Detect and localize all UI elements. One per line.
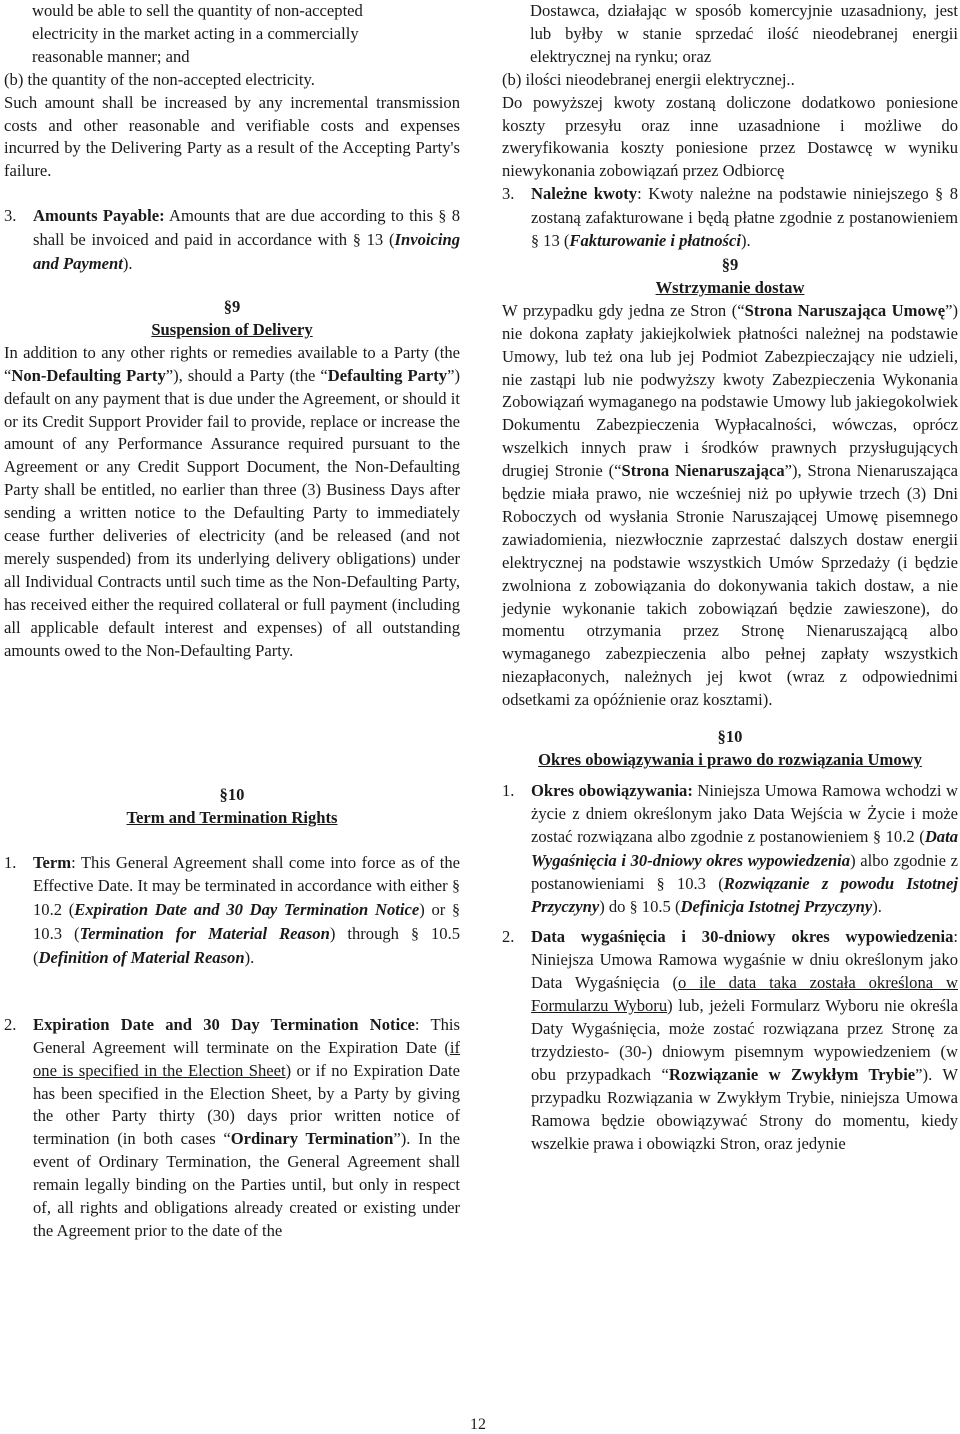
section-9-body: W przypadku gdy jedna ze Stron (“Strona Naruszająca Umowę”) nie dokona zapłaty jakiejkolwiek płatności należnej na podstawie Umowy, lub też ona lub jej Podmiot Zabezpieczający nie udzieli, nie zastąpi lub nie podwyższy kwoty Zabezpieczenia Wykonania Zobowiązań wymaganego na podstawie Umowy lub jakiegokolwiek Dokumentu Zabezpieczenia Wypłacalności, wówczas, oprócz wszelkich innych praw i środków prawnych przysługujących drugiej Stronie (“Strona Nienaruszająca”), Strona Nienaruszająca będzie miała prawo, nie wcześniej niż po upływie trzech (3) Dni Roboczych od wysłania Stronie Naruszającej Umowę pisemnego zawiadomienia, niezwłocznie zaprzestać dalszych dostaw energii elektrycznej na podstawie wszystkich Umów Sprzedaży (i będzie zwolniona z zobowiązania do dokonywania takich dostaw, a nie jedynie wykonanie takich zobowiązań będzie zawieszone), do momentu otrzymania przez Stronę Nienaruszającą albo wymaganego zabezpieczenia albo pełnej zapłaty wszystkich niezapłaconych, należnych jej kwot (wraz z odpowiednimi odsetkami za opóźnienie oraz kosztami). (502, 300, 958, 710)
item-title: Term (33, 853, 72, 873)
text-line: reasonable manner; and (32, 46, 190, 66)
section-10-title: Okres obowiązywania i prawo do rozwiązania Umowy (538, 750, 922, 769)
text-line: electricity in the market acting in a commercially (32, 23, 359, 43)
text-run: Invoicing and Payment (33, 230, 460, 274)
section-9-number: §9 (721, 254, 739, 274)
item-title: Okres obowiązywania: (531, 780, 693, 800)
section-symbol: § (438, 208, 447, 226)
section-9-number: §9 (223, 296, 241, 316)
section-symbol: § (717, 727, 726, 747)
item-title: Data wygaśnięcia i 30-dniowy okres wypowiedzenia (531, 927, 954, 947)
term-item: 1. Okres obowiązywania: Niniejsza Umowa Ramowa wchodzi w życie z dniem określonym jako Data Wejścia w Życie i może zostać rozwiązana albo zgodnie z postanowieniem § 10.2 (Data Wygaśnięcia i 30-dniowy okres wypowiedzenia) albo zgodnie z postanowieniami § 10.3 (Rozwiązanie z powodu Istotnej Przyczyny) do § 10.5 (Definicja Istotnej Przyczyny). (502, 780, 958, 920)
section-symbol: § (531, 233, 539, 251)
intro-lines (32, 0, 460, 69)
section-10-number: §10 (717, 727, 743, 747)
item-title: Należne kwoty (531, 184, 638, 204)
section-symbol: § (452, 878, 460, 896)
amounts-payable-item (4, 205, 460, 276)
item-number: 3. (4, 206, 17, 226)
section-symbol: § (935, 186, 944, 204)
polish-column (502, 0, 958, 1155)
item-number: 1. (502, 780, 515, 800)
expiration-item: 2. Expiration Date and 30 Day Termination Notice: This General Agreement will terminate on the Expiration Date (if one is specified in the Election Sheet) or if no Expiration Date has been specified in the Election Sheet, by a Party by giving the other Party thirty (30) days prior written notice of termination (in both cases “Ordinary Termination”). In the event of Ordinary Termination, the General Agreement shall remain legally binding on the Parties until, but only in respect of, all rights and obligations already created or existing under the Agreement prior to the date of the (4, 1014, 460, 1243)
text-line: would be able to sell the quantity of non-accepted (32, 1, 363, 20)
section-symbol: § (352, 232, 361, 250)
text-line: Dostawca, działając w sposób komercyjnie uzasadniony, jest lub byłby w stanie sprzedać ilość nieodebranej energii elektrycznej na rynku; oraz (530, 1, 958, 66)
item-number: 1. (4, 853, 17, 873)
item-number: 2. (4, 1014, 17, 1034)
section-symbol: § (452, 902, 461, 920)
amounts-payable-item: 3. Należne kwoty: Kwoty należne na podstawie niniejszego § 8 zostaną zafakturowane i będą płatne zgodnie z postanowieniem § 13 (Fakturowanie i płatności). (502, 183, 958, 254)
term-item: 1. Term: This General Agreement shall come into force as of the Effective Date. It may be terminated in accordance with either § 10.2 (Expiration Date and 30 Day Termination Notice) or § 10.3 (Termination for Material Reason) through § 10.5 (Definition of Material Reason). (4, 852, 460, 970)
section-9-title: Wstrzymanie dostaw (655, 277, 805, 297)
section-symbol: § (872, 828, 881, 846)
text-run: Amounts that are due according to this (164, 206, 439, 226)
text-run: 8 shall be invoiced and paid in accordance with (33, 206, 460, 250)
section-symbol: § (721, 254, 730, 274)
item-number: 3. (502, 184, 515, 204)
page-number: 12 (470, 1416, 486, 1433)
section-symbol: § (219, 785, 228, 805)
section-symbol: § (410, 926, 419, 943)
text-line: (b) the quantity of the non-accepted electricity. (4, 69, 315, 89)
text-run: 13 ( (360, 230, 395, 250)
section-symbol: § (656, 875, 665, 893)
text-run: ). (122, 254, 133, 274)
increase-paragraph: Do powyższej kwoty zostaną doliczone dodatkowo poniesione koszty przesyłu oraz inne uzasadnione i możliwe do zweryfikowania koszty poniesione przez Dostawcę w wyniku niewykonania zobowiązań przez Odbiorcę (502, 92, 958, 181)
item-title: Expiration Date and 30 Day Termination Notice (33, 1014, 415, 1034)
item-number: 2. (502, 927, 515, 947)
section-9-body: In addition to any other rights or remedies available to a Party (the “Non-Defaulting Party”), should a Party (the “Defaulting Party”) default on any payment that is due under the Agreement, or should it or its Credit Support Provider fail to provide, replace or increase the amount of any Performance Assurance required pursuant to the Agreement or any Credit Support Document, the Non-Defaulting Party shall be entitled, no earlier than three (3) Business Days after sending a written notice to the Defaulting Party to immediately cease further deliveries of electricity (and be released (and not merely suspended) from its underlying delivery obligations) under all Individual Contracts until such time as the Non-Defaulting Party, has received either the required collateral or full payment (including all applicable default interest and expenses) of all outstanding amounts owed to the Non-Defaulting Party. (4, 342, 460, 660)
section-10-title: Term and Termination Rights (126, 808, 338, 828)
underlined-text: o ile data taka została określona w Formularzu Wyboru (531, 973, 958, 1016)
section-symbol: § (223, 296, 232, 316)
section-9-title: Suspension of Delivery (151, 319, 313, 339)
section-symbol: § (629, 899, 638, 917)
section-10-number: §10 (219, 785, 245, 805)
text-line: (b) ilości nieodebranej energii elektrycznej.. (502, 69, 795, 89)
expiration-item: 2. Data wygaśnięcia i 30-dniowy okres wypowiedzenia: Niniejsza Umowa Ramowa wygaśnie w dniu określonym jako Data Wygaśnięcia (o ile data taka została określona w Formularzu Wyboru) lub, jeżeli Formularz Wyboru nie określa Daty Wygaśnięcia, może zostać rozwiązana przez Stronę za trzydziesto- (30-) dniowym pisemnym wypowiedzeniem (w obu przypadkach “Rozwiązanie w Zwykłym Trybie”). W przypadku Rozwiązania w Zwykłym Trybie, niniejsza Umowa Ramowa będzie obowiązywać Strony do momentu, kiedy wszelkie prawa i obowiązki Stron, oraz jedynie (502, 926, 958, 1155)
underlined-text: if one is specified in the Election Sheet (33, 1037, 460, 1080)
increase-paragraph: Such amount shall be increased by any incremental transmission costs and other reasonable and verifiable costs and expenses incurred by the Delivering Party as a result of the Accepting Party's failure. (4, 92, 460, 181)
item-title: Amounts Payable: (33, 206, 165, 226)
english-column (4, 0, 460, 1243)
